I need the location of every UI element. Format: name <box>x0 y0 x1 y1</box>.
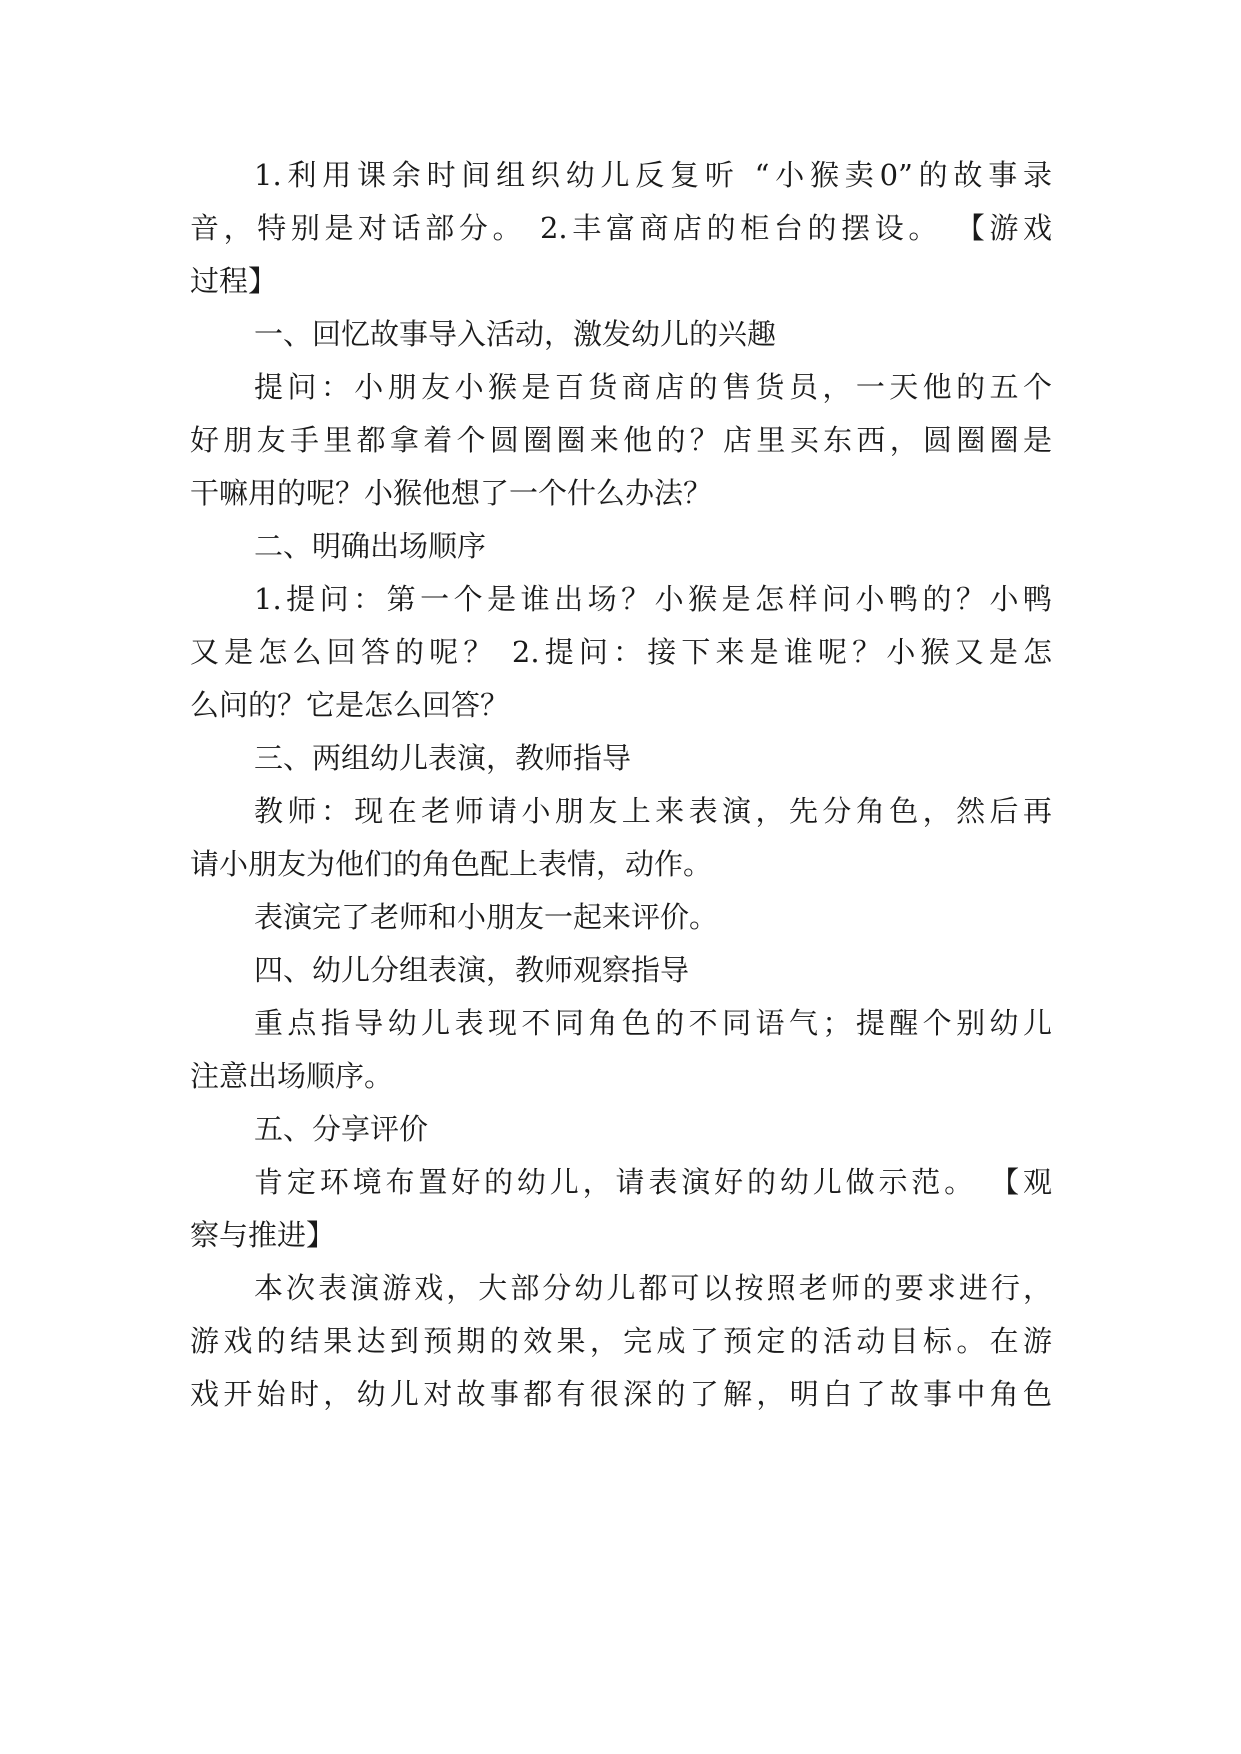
text-line: 戏开始时，幼儿对故事都有很深的了解，明白了故事中角色 <box>190 1377 1052 1411</box>
text-line: 干嘛用的呢？小猴他想了一个什么办法？ <box>190 476 713 510</box>
text-line: 又是怎么回答的呢？ 2.提问：接下来是谁呢？小猴又是怎 <box>190 635 1052 669</box>
text-line: 过程】 <box>190 264 278 298</box>
text-line: 肯定环境布置好的幼儿，请表演好的幼儿做示范。 【观 <box>254 1165 1052 1199</box>
section-heading: 三、两组幼儿表演，教师指导 <box>254 741 632 775</box>
text-line: 请小朋友为他们的角色配上表情，动作。 <box>190 847 713 881</box>
section-heading: 四、幼儿分组表演，教师观察指导 <box>254 953 690 987</box>
text-line: 本次表演游戏，大部分幼儿都可以按照老师的要求进行， <box>254 1271 1052 1305</box>
section-heading: 五、分享评价 <box>254 1112 429 1146</box>
text-line: 注意出场顺序。 <box>190 1059 394 1093</box>
text-line: 表演完了老师和小朋友一起来评价。 <box>254 900 719 934</box>
section-heading: 一、回忆故事导入活动，激发幼儿的兴趣 <box>254 317 777 351</box>
text-line: 提问：小朋友小猴是百货商店的售货员，一天他的五个 <box>254 370 1052 404</box>
text-line: 教师：现在老师请小朋友上来表演，先分角色，然后再 <box>254 794 1052 828</box>
text-line: 好朋友手里都拿着个圆圈圈来他的？店里买东西，圆圈圈是 <box>190 423 1052 457</box>
text-line: 重点指导幼儿表现不同角色的不同语气；提醒个别幼儿 <box>254 1006 1052 1040</box>
text-line: 么问的？它是怎么回答？ <box>190 688 510 722</box>
text-line: 游戏的结果达到预期的效果，完成了预定的活动目标。在游 <box>190 1324 1052 1358</box>
text-line: 1.提问：第一个是谁出场？小猴是怎样问小鸭的？小鸭 <box>254 582 1052 616</box>
section-heading: 二、明确出场顺序 <box>254 529 487 563</box>
text-line: 音，特别是对话部分。 2.丰富商店的柜台的摆设。 【游戏 <box>190 211 1052 245</box>
text-line: 1.利用课余时间组织幼儿反复听 “小猴卖0”的故事录 <box>254 158 1052 192</box>
text-line: 察与推进】 <box>190 1218 336 1252</box>
